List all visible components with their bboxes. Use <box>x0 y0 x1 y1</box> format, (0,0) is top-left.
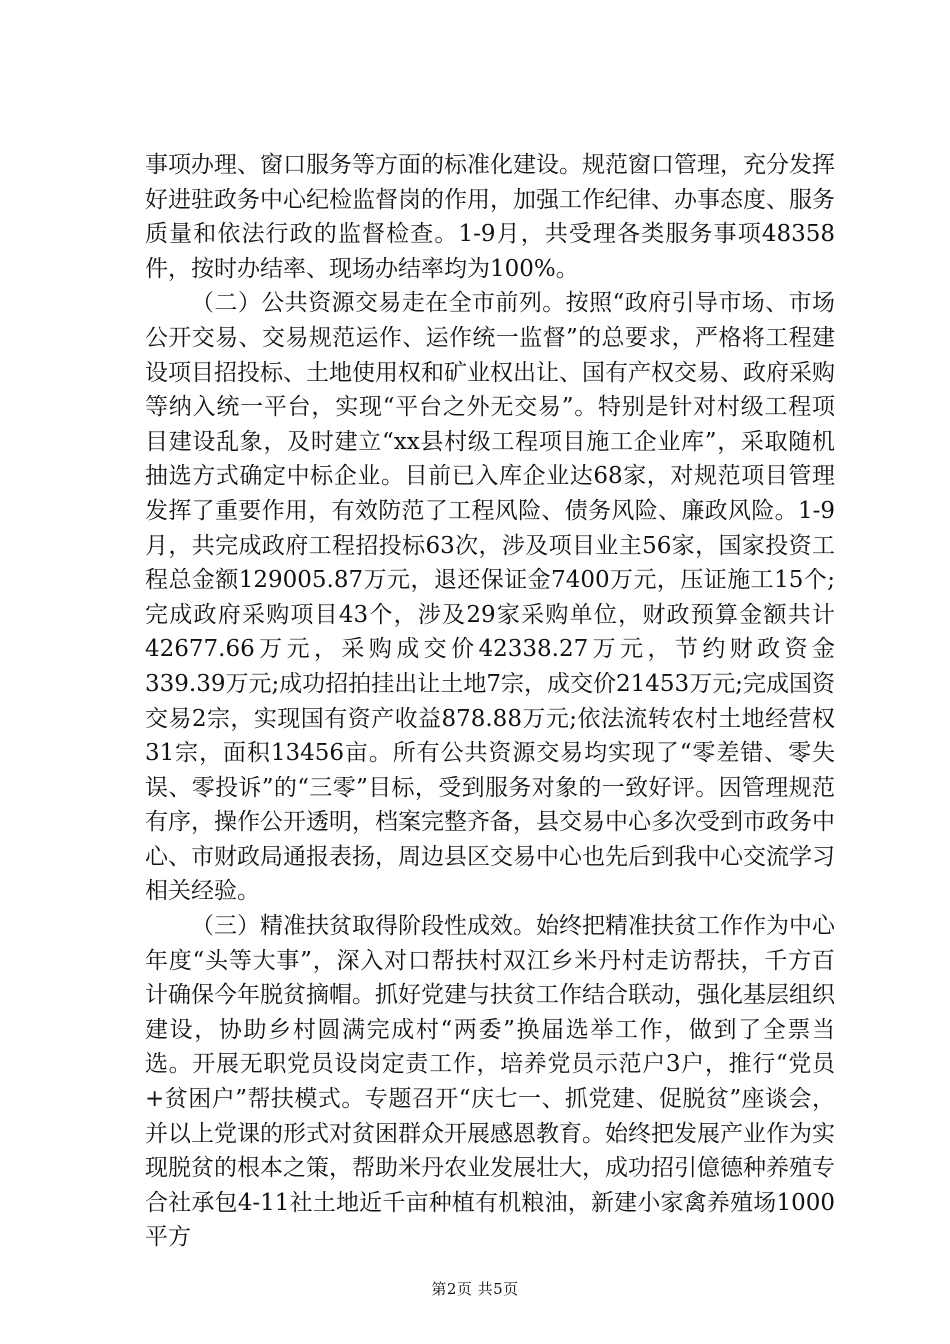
document-body <box>145 148 835 1255</box>
paragraph-public-resource-trading: （二）公共资源交易走在全市前列。按照“政府引导市场、市场公开交易、交易规范运作、运作统一监督”的总要求，严格将工程建设项目招投标、土地使用权和矿业权出让、国有产权交易、政府采购等纳入统一平台，实现“平台之外无交易”。特别是针对村级工程项目建设乱象，及时建立“xx县村级工程项目施工企业库”，采取随机抽选方式确定中标企业。目前已入库企业达68家，对规范项目管理发挥了重要作用，有效防范了工程风险、债务风险、廉政风险。1-9月，共完成政府工程招投标63次，涉及项目业主56家，国家投资工程总金额129005.87万元，退还保证金7400万元，压证施工15个;完成政府采购项目43个，涉及29家采购单位，财政预算金额共计42677.66万元，采购成交价42338.27万元，节约财政资金339.39万元;成功招拍挂出让土地7宗，成交价21453万元;完成国资交易2宗，实现国有资产收益878.88万元;依法流转农村土地经营权31宗，面积13456亩。所有公共资源交易均实现了“零差错、零失误、零投诉”的“三零”目标，受到服务对象的一致好评。因管理规范有序，操作公开透明，档案完整齐备，县交易中心多次受到市政务中心、市财政局通报表扬，周边县区交易中心也先后到我中心交流学习相关经验。 <box>145 290 835 905</box>
paragraph-poverty-alleviation: （三）精准扶贫取得阶段性成效。始终把精准扶贫工作作为中心年度“头等大事”，深入对口帮扶村双江乡米丹村走访帮扶，千方百计确保今年脱贫摘帽。抓好党建与扶贫工作结合联动，强化基层组织建设，协助乡村圆满完成村“两委”换届选举工作，做到了全票当选。开展无职党员设岗定责工作，培养党员示范户3户，推行“党员+贫困户”帮扶模式。专题召开“庆七一、抓党建、促脱贫”座谈会，并以上党课的形式对贫困群众开展感恩教育。始终把发展产业作为实现脱贫的根本之策，帮助米丹农业发展壮大，成功招引億德种养殖专合社承包4-11社土地近千亩种植有机粮油，新建小家禽养殖场1000平方 <box>145 913 835 1251</box>
page-number-footer: 第2页 共5页 <box>431 1280 519 1298</box>
paragraph-window-service: 事项办理、窗口服务等方面的标准化建设。规范窗口管理，充分发挥好进驻政务中心纪检监督岗的作用，加强工作纪律、办事态度、服务质量和依法行政的监督检查。1-9月，共受理各类服务事项48358件，按时办结率、现场办结率均为100%。 <box>145 152 835 282</box>
